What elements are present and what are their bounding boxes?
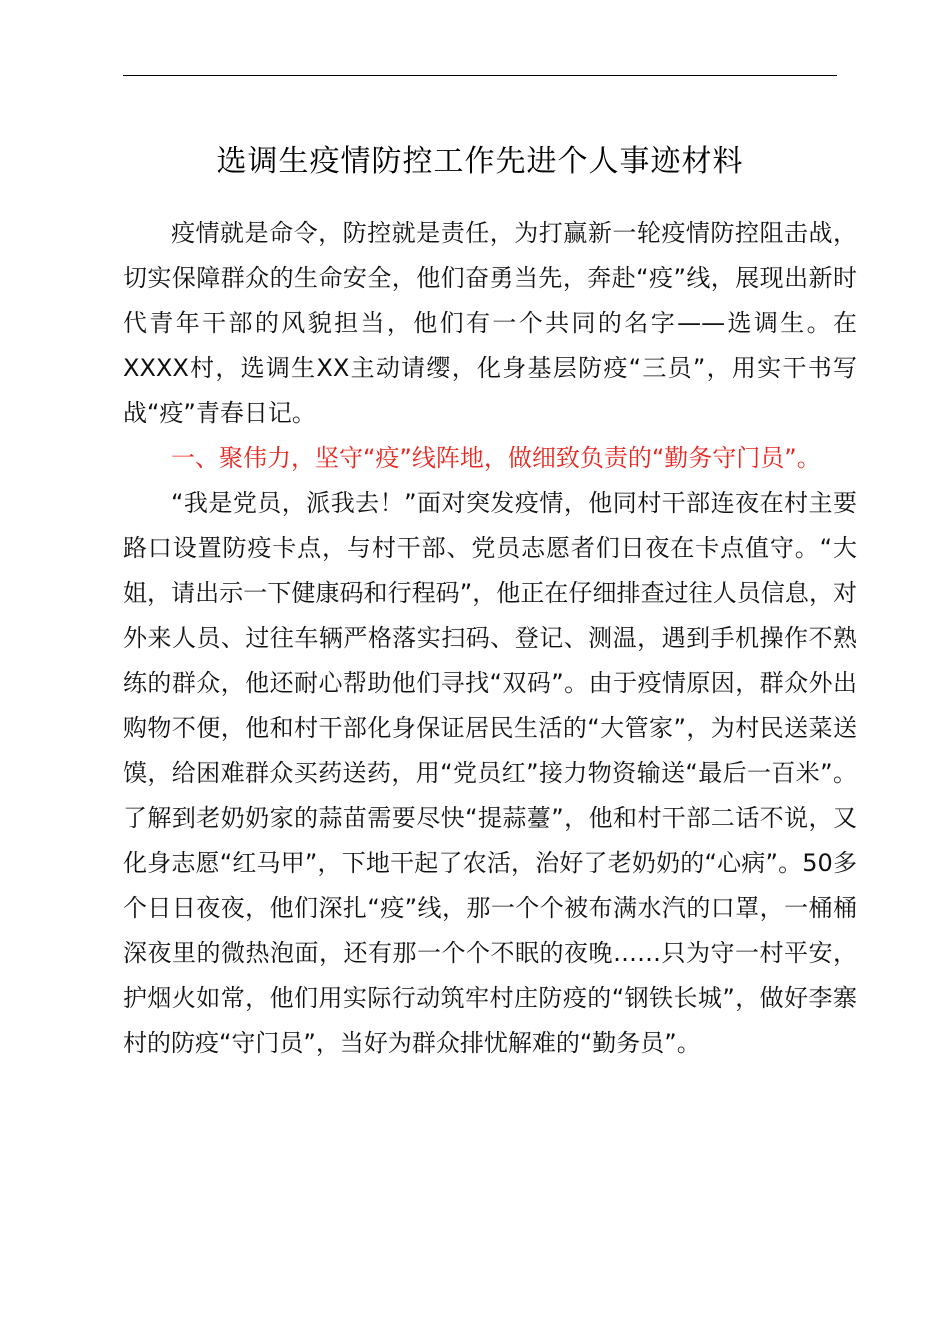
document-title: 选调生疫情防控工作先进个人事迹材料	[216, 144, 744, 179]
intro-paragraph: 疫情就是命令，防控就是责任，为打赢新一轮疫情防控阻击战，切实保障群众的生命安全，他们奋勇当先，奔赴“疫”线，展现出新时代青年干部的风貌担当，他们有一个共同的名字——选调生。在XXXX村，选调生XX主动请缨，化身基层防疫“三员”，用实干书写战“疫”青春日记。	[123, 219, 857, 427]
document-body	[123, 211, 857, 1066]
header-rule	[123, 75, 837, 76]
section-1-paragraph: “我是党员，派我去！”面对突发疫情，他同村干部连夜在村主要路口设置防疫卡点，与村干部、党员志愿者们日夜在卡点值守。“大姐，请出示一下健康码和行程码”，他正在仔细排查过往人员信息，对外来人员、过往车辆严格落实扫码、登记、测温，遇到手机操作不熟练的群众，他还耐心帮助他们寻找“双码”。由于疫情原因，群众外出购物不便，他和村干部化身保证居民生活的“大管家”，为村民送菜送馍，给困难群众买药送药，用“党员红”接力物资输送“最后一百米”。了解到老奶奶家的蒜苗需要尽快“提蒜薹”，他和村干部二话不说，又化身志愿“红马甲”，下地干起了农活，治好了老奶奶的“心病”。50多个日日夜夜，他们深扎“疫”线，那一个个被布满水汽的口罩，一桶桶深夜里的微热泡面，还有那一个个不眠的夜晚……只为守一村平安，护烟火如常，他们用实际行动筑牢村庄防疫的“钢铁长城”，做好李寨村的防疫“守门员”，当好为群众排忧解难的“勤务员”。	[123, 489, 857, 1057]
section-heading-1: 一、聚伟力，坚守“疫”线阵地，做细致负责的“勤务守门员”。	[171, 444, 821, 472]
